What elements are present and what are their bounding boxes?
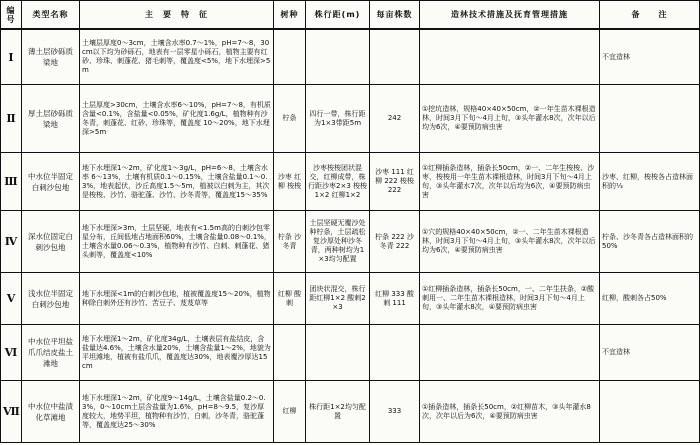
tree-species: 沙枣 红柳 梭梭 — [274, 153, 306, 211]
remark: 不宜造林 — [600, 325, 700, 381]
plants-per-mu — [370, 325, 420, 381]
site-features: 地下水埋深1～2m，矿化度1～3g/L，pH=6～8，土壤含水率 6～13%，土壤有机质0.1～0.15%，土壤含盐量0.1～0.3%，地表起伏，沙丘高度1.5～5m，植被以白刺为主，其次是梭梭、沙竹、骆驼蓬、沙竹、沙冬青等，覆盖度15～35% — [80, 153, 274, 211]
remark: 红柳，酸刺各占50% — [600, 273, 700, 325]
tree-species: 柠条 — [274, 85, 306, 153]
remark — [600, 85, 700, 153]
site-features: 土层厚度>30cm，土壤含水率6～10%，pH=7～8，有机质含量<0.1%，含盐量<0.05%，矿化度1.6g/L，植物种有沙冬青，刺蓬花、红砂、珍珠等，覆盖度 10～20%，地下水埋深>5m — [80, 85, 274, 153]
site-features: 土壤层厚度0～3cm，土壤含水率0.7～1%，pH=7～8，30cm以下均为砂砾石，地表有一层零星小砾石，植物主要有红砂、珍珠、刺蓬花、猪毛刺等，覆盖度<5%，地下水埋深>5m — [80, 29, 274, 85]
plants-per-mu: 242 — [370, 85, 420, 153]
table-row — [1, 325, 700, 381]
row-number: Ⅳ — [1, 211, 22, 273]
plant-spacing — [306, 29, 370, 85]
row-number: Ⅵ — [1, 325, 22, 381]
remark: 不宜造林 — [600, 29, 700, 85]
site-type-name: 厚土层砂砾质梁地 — [22, 85, 80, 153]
management-measures: ①穴的规格40×40×50cm，②一、二年生苗木裸根造林，时间3月下旬～4月上旬，③头年灌水8次，次年以后均为6次，④要预防病虫害 — [420, 211, 600, 273]
header-type: 类型名称 — [22, 1, 80, 30]
plant-spacing: 土层坚硬无覆沙处种柠条，土层疏松复沙厚处种沙冬青，两种树均为1×3均匀配置 — [306, 211, 370, 273]
remark — [600, 381, 700, 443]
table-row — [1, 153, 700, 211]
plants-per-mu: 红柳 333 酸刺 111 — [370, 273, 420, 325]
plant-spacing: 沙枣梭梭团状混交，红柳成带，株行距沙枣2×3 梭梭1×2 红柳1×2 — [306, 153, 370, 211]
site-type-name: 中水位平坦盐爪爪结皮盐土滩地 — [22, 325, 80, 381]
row-number: Ⅰ — [1, 29, 22, 85]
plants-per-mu: 柠条 222 沙冬青 222 — [370, 211, 420, 273]
site-type-name: 深水位固定白刺沙包地 — [22, 211, 80, 273]
management-measures: ①红柳插条造林，插条长50cm，一、二年生扶条，②酸刺用一、二年生苗木裸根造林，时间3月下旬～4月上旬，③头年灌水8次，④要预防病虫害 — [420, 273, 600, 325]
management-measures — [420, 325, 600, 381]
remark: 柠条、沙冬青各占造林面积的50% — [600, 211, 700, 273]
tree-species: 柠条 沙冬青 — [274, 211, 306, 273]
header-row — [1, 1, 700, 30]
management-measures: ①红柳插条造林，插条长50cm，②一、二年生梭梭、沙枣，梭梭用一年生苗木裸根造林，时间3月下旬～4月上旬，③头年灌水7次，次年以后均为6次，④要预防病虫害 — [420, 153, 600, 211]
header-measures: 造林技术措施及抚育管理措施 — [420, 1, 600, 30]
header-species: 树种 — [274, 1, 306, 30]
header-per-mu: 每亩株数 — [370, 1, 420, 30]
management-measures — [420, 29, 600, 85]
tree-species — [274, 325, 306, 381]
row-number: Ⅴ — [1, 273, 22, 325]
plant-spacing: 团块状混交，株行距红柳1×2 酸刺2×3 — [306, 273, 370, 325]
table-row — [1, 85, 700, 153]
site-type-name: 薄土层砂砾质梁地 — [22, 29, 80, 85]
header-spacing: 株行距(m) — [306, 1, 370, 30]
table-row — [1, 211, 700, 273]
site-features: 地下水埋深1～2m，矿化度34g/L，土壤表层有盐结皮，含盐量达4.6%，土壤含水量20%，土壤含盐量1～2%，地貌为平坦滩地，植被有盐爪爪，覆盖度达30%，地表覆沙厚达15cm — [80, 325, 274, 381]
tree-species — [274, 29, 306, 85]
site-type-name: 中水位半固定白刺沙包地 — [22, 153, 80, 211]
header-features: 主 要 特 征 — [80, 1, 274, 30]
tree-species: 红柳 — [274, 381, 306, 443]
header-remarks: 备 注 — [600, 1, 700, 30]
tree-species: 红柳 酸刺 — [274, 273, 306, 325]
management-measures: ①插条造林，插条长50cm，②红柳苗木，③头年灌水8次，次年以后为6次，④要预防病虫害 — [420, 381, 600, 443]
plants-per-mu — [370, 29, 420, 85]
site-features: 地下水埋深>3m，土层坚硬，地表有<1.5m高的白刺沙包零星分布，丘间低地占地面积60%，土壤含盐量0.08～0.1%，土壤含水量0.06～0.3%，植物种有沙竹、白刺、刺蓬花、猪头刺等，覆盖度<10% — [80, 211, 274, 273]
row-number: Ⅱ — [1, 85, 22, 153]
row-number: Ⅶ — [1, 381, 22, 443]
row-number: Ⅲ — [1, 153, 22, 211]
plant-spacing — [306, 325, 370, 381]
plant-spacing: 四行一带，株行距为1×3带距5m — [306, 85, 370, 153]
plants-per-mu: 沙枣 111 红柳 222 梭梭 222 — [370, 153, 420, 211]
plants-per-mu: 333 — [370, 381, 420, 443]
header-no: 编号 — [1, 1, 22, 30]
management-measures: ①挖坑造林，规格40×40×50cm，②一年生苗木裸根造林，时间3月下旬～4月上旬，③头年灌水8次，次年以后均为6次，④要预防病虫害 — [420, 85, 600, 153]
site-type-name: 中水位中盐渍化草滩地 — [22, 381, 80, 443]
site-type-name: 浅水位半固定白刺沙包地 — [22, 273, 80, 325]
site-features: 地下水埋深1～2m，矿化度9～14g/L，土壤含盐量0.2～0.3%，0～10cm土层含盐量为1.6%，pH=8～9.5，复沙厚度较大，地势平坦，植物种有沙竹，白刺，沙冬青，骆驼蓬等，覆盖度达25～30% — [80, 381, 274, 443]
table-row — [1, 273, 700, 325]
table-row — [1, 29, 700, 85]
site-features: 地下水埋深<1m的白刺沙包地，植被覆盖度15～20%，植物种除白刺外还有沙竹、苦豆子、芨芨草等 — [80, 273, 274, 325]
plant-spacing: 株行距1×2均匀配置 — [306, 381, 370, 443]
table-row — [1, 381, 700, 443]
remark: 沙枣、红柳，梭梭各占造林面积的⅓ — [600, 153, 700, 211]
